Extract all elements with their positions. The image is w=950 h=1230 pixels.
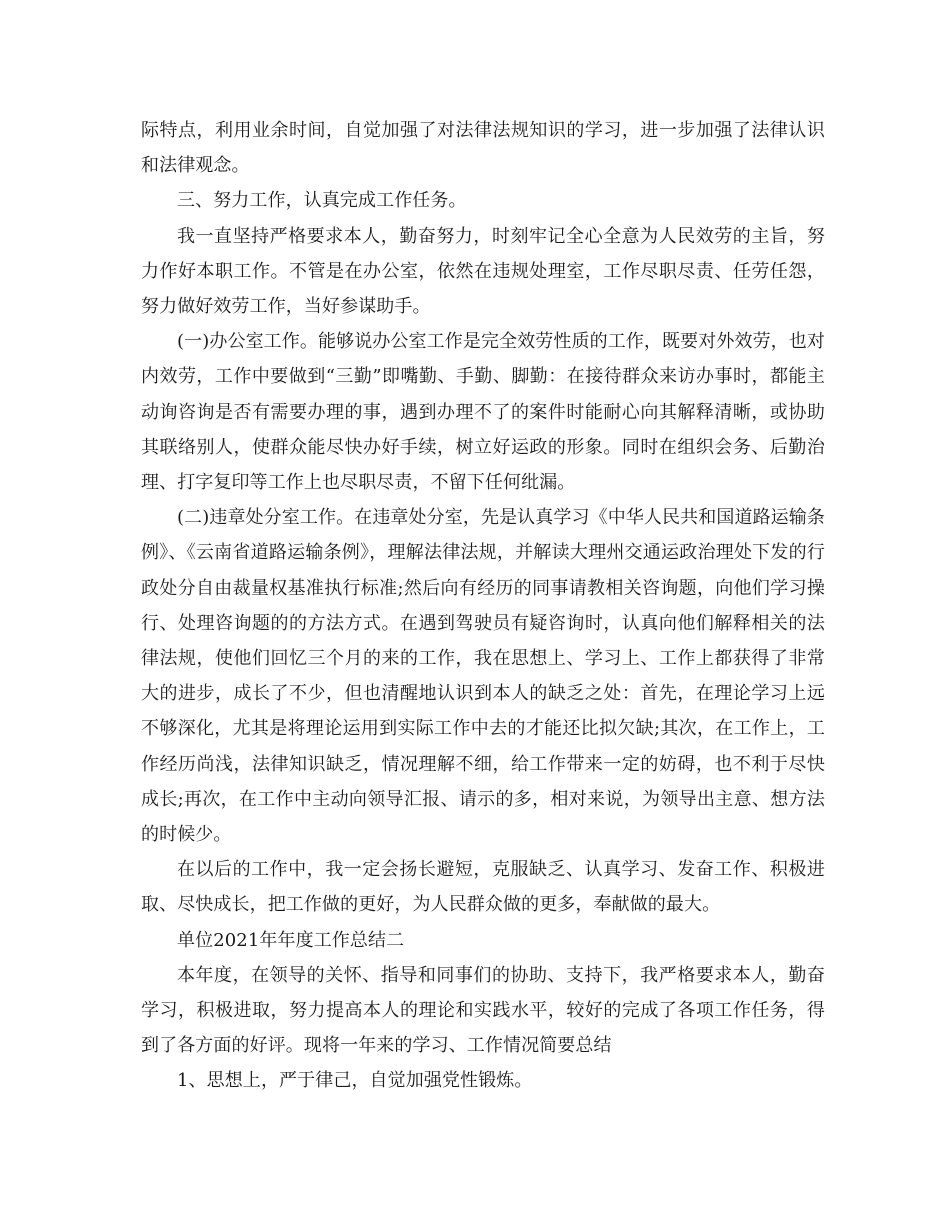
paragraph-office-work: (一)办公室工作。能够说办公室工作是完全效劳性质的工作，既要对外效劳，也对内效劳，工作中要做到“三勤”即嘴勤、手勤、脚勤：在接待群众来访办事时，都能主动询咨询是否有需要办理的事，遇到办理不了的案件时能耐心向其解释清晰，或协助其联络别人，使群众能尽快办好手续，树立好运政的形象。同时在组织会务、后勤治理、打字复印等工作上也尽职尽责，不留下任何纰漏。 xyxy=(141,331,825,494)
document-body xyxy=(141,113,825,1099)
paragraph-continuation: 际特点，利用业余时间，自觉加强了对法律法规知识的学习，进一步加强了法律认识和法律观念。 xyxy=(141,120,825,177)
item-ideology: 1、思想上，严于律己，自觉加强党性锻炼。 xyxy=(177,1070,533,1092)
section-heading-three: 三、努力工作，认真完成工作任务。 xyxy=(177,190,467,212)
paragraph-violation-office: (二)违章处分室工作。在违章处分室，先是认真学习《中华人民共和国道路运输条例》、《云南省道路运输条例》，理解法律法规，并解读大理州交通运政治理处下发的行政处分自由裁量权基准执行标准;然后向有经历的同事请教相关咨询题，向他们学习操行、处理咨询题的的方法方式。在遇到驾驶员有疑咨询时，认真向他们解释相关的法律法规，使他们回忆三个月的来的工作，我在思想上、学习上、工作上都获得了非常大的进步，成长了不少，但也清醒地认识到本人的缺乏之处：首先，在理论学习上远不够深化，尤其是将理论运用到实际工作中去的才能还比拟欠缺;其次，在工作上，工作经历尚浅，法律知识缺乏，情况理解不细，给工作带来一定的妨碍，也不利于尽快成长;再次，在工作中主动向领导汇报、请示的多，相对来说，为领导出主意、想方法的时候少。 xyxy=(141,507,825,846)
paragraph-future-work: 在以后的工作中，我一定会扬长避短，克服缺乏、认真学习、发奋工作、积极进取、尽快成长，把工作做的更好，为人民群众做的更多，奉献做的最大。 xyxy=(141,859,825,916)
section-title-summary-two: 单位2021年年度工作总结二 xyxy=(177,929,405,951)
paragraph-annual-intro: 本年度，在领导的关怀、指导和同事们的协助、支持下，我严格要求本人，勤奋学习，积极进取，努力提高本人的理论和实践水平，较好的完成了各项工作任务，得到了各方面的好评。现将一年来的学习、工作情况简要总结 xyxy=(141,964,825,1057)
paragraph-work-attitude: 我一直坚持严格要求本人，勤奋努力，时刻牢记全心全意为人民效劳的主旨，努力作好本职工作。不管是在办公室，依然在违规处理室，工作尽职尽责、任劳任怨，努力做好效劳工作，当好参谋助手。 xyxy=(141,225,825,318)
